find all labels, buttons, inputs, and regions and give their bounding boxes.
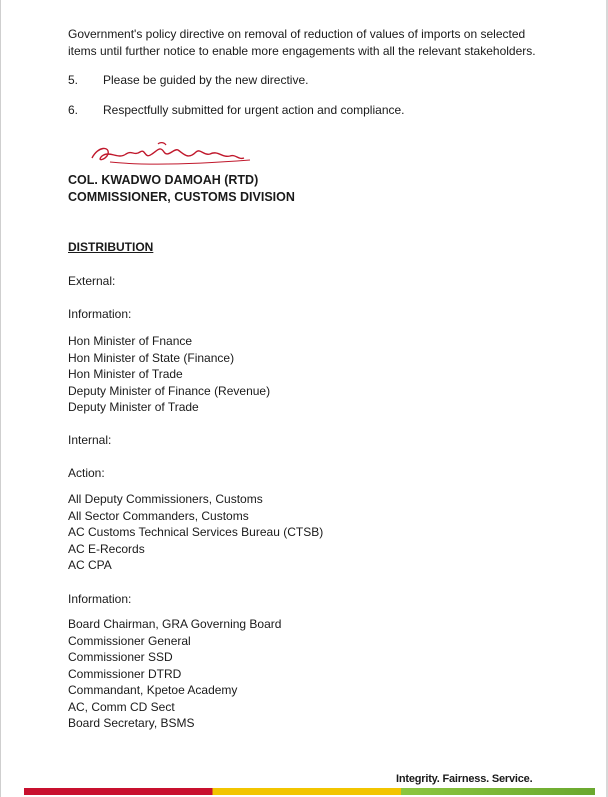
- list-item: Deputy Minister of Finance (Revenue): [68, 383, 271, 398]
- footer-color-bar: [24, 788, 595, 795]
- action-list: [68, 491, 323, 574]
- list-item: All Deputy Commissioners, Customs: [68, 492, 263, 506]
- internal-info-list: [68, 616, 281, 732]
- signature-image: [88, 138, 258, 175]
- list-item: AC, Comm CD Sect: [68, 699, 175, 714]
- numbered-item: [68, 72, 308, 89]
- list-item: Commissioner SSD: [68, 650, 173, 664]
- item-text: Please be guided by the new directive.: [103, 73, 309, 87]
- list-item: Board Secretary, BSMS: [68, 716, 195, 730]
- intro-paragraph: [68, 26, 543, 59]
- signatory-title: COMMISSIONER, CUSTOMS DIVISION: [68, 190, 295, 204]
- external-label: External:: [68, 274, 116, 288]
- action-label: Action:: [68, 466, 105, 480]
- intro-line: items until further notice to enable more engagements with all the relevant stakeholders.: [68, 43, 536, 58]
- list-item: All Sector Commanders, Customs: [68, 508, 249, 523]
- list-item: Hon Minister of State (Finance): [68, 350, 235, 365]
- list-item: Commissioner General: [68, 633, 191, 648]
- external-info-list: [68, 333, 270, 416]
- item-text: Respectfully submitted for urgent action and compliance.: [103, 103, 405, 117]
- list-item: AC E-Records: [68, 541, 145, 556]
- distribution-heading: DISTRIBUTION: [68, 240, 154, 254]
- list-item: Commissioner DTRD: [68, 666, 182, 681]
- list-item: AC Customs Technical Services Bureau (CTSB): [68, 525, 324, 539]
- numbered-item: [68, 102, 405, 119]
- signatory-name: COL. KWADWO DAMOAH (RTD): [68, 173, 259, 187]
- list-item: Hon Minister of Fnance: [68, 334, 193, 348]
- list-item: Hon Minister of Trade: [68, 367, 183, 381]
- page-edge: [0, 0, 1, 797]
- item-number: 5.: [68, 73, 79, 87]
- list-item: AC CPA: [68, 558, 112, 572]
- list-item: Board Chairman, GRA Governing Board: [68, 617, 282, 631]
- internal-info-label: Information:: [68, 592, 132, 606]
- list-item: Deputy Minister of Trade: [68, 400, 199, 414]
- external-info-label: Information:: [68, 307, 132, 321]
- item-number: 6.: [68, 103, 79, 117]
- list-item: Commandant, Kpetoe Academy: [68, 683, 238, 697]
- intro-line: Government's policy directive on removal of reduction of values of imports on selected: [68, 27, 526, 41]
- internal-label: Internal:: [68, 433, 112, 447]
- footer-motto: Integrity. Fairness. Service.: [396, 773, 533, 785]
